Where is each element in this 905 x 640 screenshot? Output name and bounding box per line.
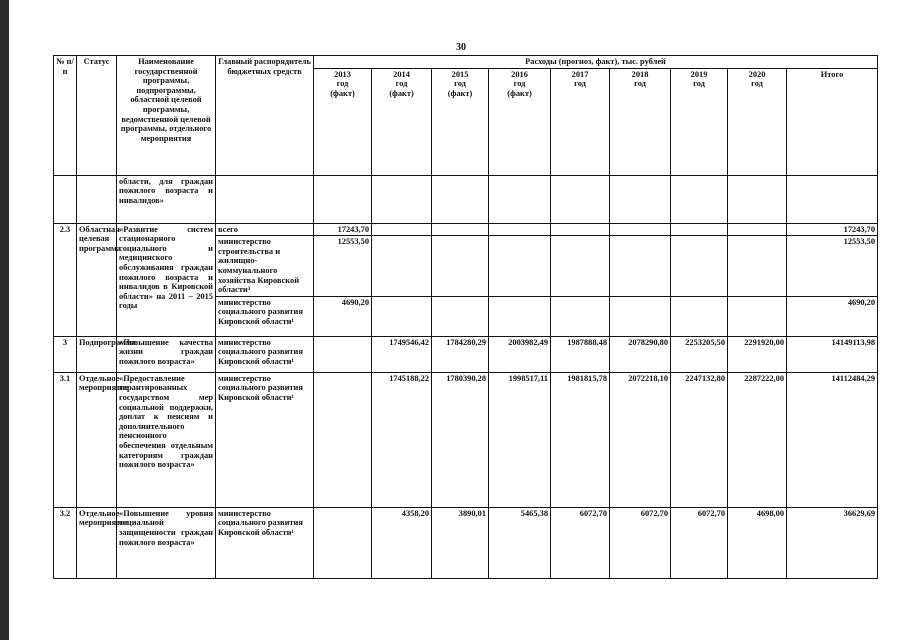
header-year-2018: 2018 год: [610, 68, 671, 175]
row-3-1-2016: 1998517,11: [489, 372, 551, 507]
header-year-2017: 2017 год: [551, 68, 610, 175]
row-3-1-total: 14112484,29: [787, 372, 878, 507]
header-total: Итого: [787, 68, 878, 175]
row-2-3-num: 2.3: [54, 223, 77, 336]
row-3-2-2016: 5465,38: [489, 507, 551, 578]
row-3-1-2017: 1981815,78: [551, 372, 610, 507]
row-3-1-2020: 2287222,00: [728, 372, 787, 507]
header-row-1: [54, 56, 878, 69]
row-3-1-manager: министерство социального развития Кировской области¹: [216, 372, 314, 507]
row-3-2-num: 3.2: [54, 507, 77, 578]
continuation-row: [54, 175, 878, 223]
row-3-name: «Повышение качества жизни граждан пожилого возраста»: [117, 336, 216, 372]
header-year-2013: 2013 год (факт): [314, 68, 372, 175]
row-3-1-num: 3.1: [54, 372, 77, 507]
scan-edge-shadow: [0, 0, 9, 640]
continuation-name: области, для граждан пожилого возраста и инвалидов»: [117, 175, 216, 223]
row-3-2-name: «Повышение уровня социальной защищенности граждан пожилого возраста»: [117, 507, 216, 578]
row-3-2-2018: 6072,70: [610, 507, 671, 578]
row-3-2-2014: 4358,20: [372, 507, 432, 578]
row-3-2017: 1987888,48: [551, 336, 610, 372]
row-3-2-status: Отдельное мероприятие: [77, 507, 117, 578]
row-3-2-2017: 6072,70: [551, 507, 610, 578]
row-3-2-2015: 3890,01: [432, 507, 489, 578]
row-3-num: 3: [54, 336, 77, 372]
row-3-1-status: Отдельное мероприятие: [77, 372, 117, 507]
row-2-3-name: «Развитие систем стационарного социального и медицинского обслуживания граждан пожилого возраста и инвалидов в Кировской области» на 2011 – 2015 годы: [117, 223, 216, 336]
row-2-3-status: Областная целевая программа: [77, 223, 117, 336]
table-row-3-1: [54, 372, 878, 507]
header-year-2020: 2020 год: [728, 68, 787, 175]
row-3-1-name: «Предоставление гарантированных государством мер социальной поддержки, доплат к пенсиям и дополнительного пенсионного обеспечения отдельным категориям граждан пожилого возраста»: [117, 372, 216, 507]
header-budget-manager: Главный распорядитель бюджетных средств: [216, 56, 314, 176]
row-2-3-manager-construction: министерство строительства и жилищно-коммунального хозяйства Кировской области³: [216, 236, 314, 297]
row-2-3-total-all: 17243,70: [787, 223, 878, 236]
row-3-1-2015: 1780390,28: [432, 372, 489, 507]
row-3-1-2013: [314, 372, 372, 507]
header-expenses: Расходы (прогноз, факт), тыс. рублей: [314, 56, 878, 69]
row-3-2015: 1784280,29: [432, 336, 489, 372]
row-3-2-total: 36629,69: [787, 507, 878, 578]
expenses-table: [53, 55, 878, 579]
row-3-2020: 2291920,00: [728, 336, 787, 372]
row-3-2-2020: 4698,00: [728, 507, 787, 578]
row-2-3-total-social: 4690,20: [787, 296, 878, 336]
row-2-3-total-construction: 12553,50: [787, 236, 878, 297]
header-year-2016: 2016 год (факт): [489, 68, 551, 175]
header-year-2015: 2015 год (факт): [432, 68, 489, 175]
row-3-2013: [314, 336, 372, 372]
row-2-3-2013-all: 17243,70: [314, 223, 372, 236]
table-row-3: [54, 336, 878, 372]
header-status: Статус: [77, 56, 117, 176]
row-3-2018: 2078290,80: [610, 336, 671, 372]
header-program-name: Наименование государственной программы, подпрограммы, областной целевой программы, ведомственной целевой программы, отдельного мероприятия: [117, 56, 216, 176]
row-2-3-manager-social: министерство социального развития Кировской области¹: [216, 296, 314, 336]
header-year-2019: 2019 год: [671, 68, 728, 175]
row-3-2-manager: министерство социального развития Кировской области¹: [216, 507, 314, 578]
row-2-3-2013-construction: 12553,50: [314, 236, 372, 297]
row-2-3-2013-social: 4690,20: [314, 296, 372, 336]
table-row-2-3-total: [54, 223, 878, 236]
page-number: 30: [456, 42, 466, 53]
row-3-status: Подпрограмма: [77, 336, 117, 372]
table-row-3-2: [54, 507, 878, 578]
row-3-total: 14149113,98: [787, 336, 878, 372]
row-2-3-manager-all: всего: [216, 223, 314, 236]
row-3-2016: 2003982,49: [489, 336, 551, 372]
row-3-2019: 2253205,50: [671, 336, 728, 372]
row-3-2-2019: 6072,70: [671, 507, 728, 578]
row-3-1-2014: 1745188,22: [372, 372, 432, 507]
row-3-1-2019: 2247132,80: [671, 372, 728, 507]
row-3-2014: 1749546,42: [372, 336, 432, 372]
header-num: № п/п: [54, 56, 77, 176]
row-3-manager: министерство социального развития Кировской области¹: [216, 336, 314, 372]
row-3-1-2018: 2072218,10: [610, 372, 671, 507]
header-year-2014: 2014 год (факт): [372, 68, 432, 175]
row-3-2-2013: [314, 507, 372, 578]
